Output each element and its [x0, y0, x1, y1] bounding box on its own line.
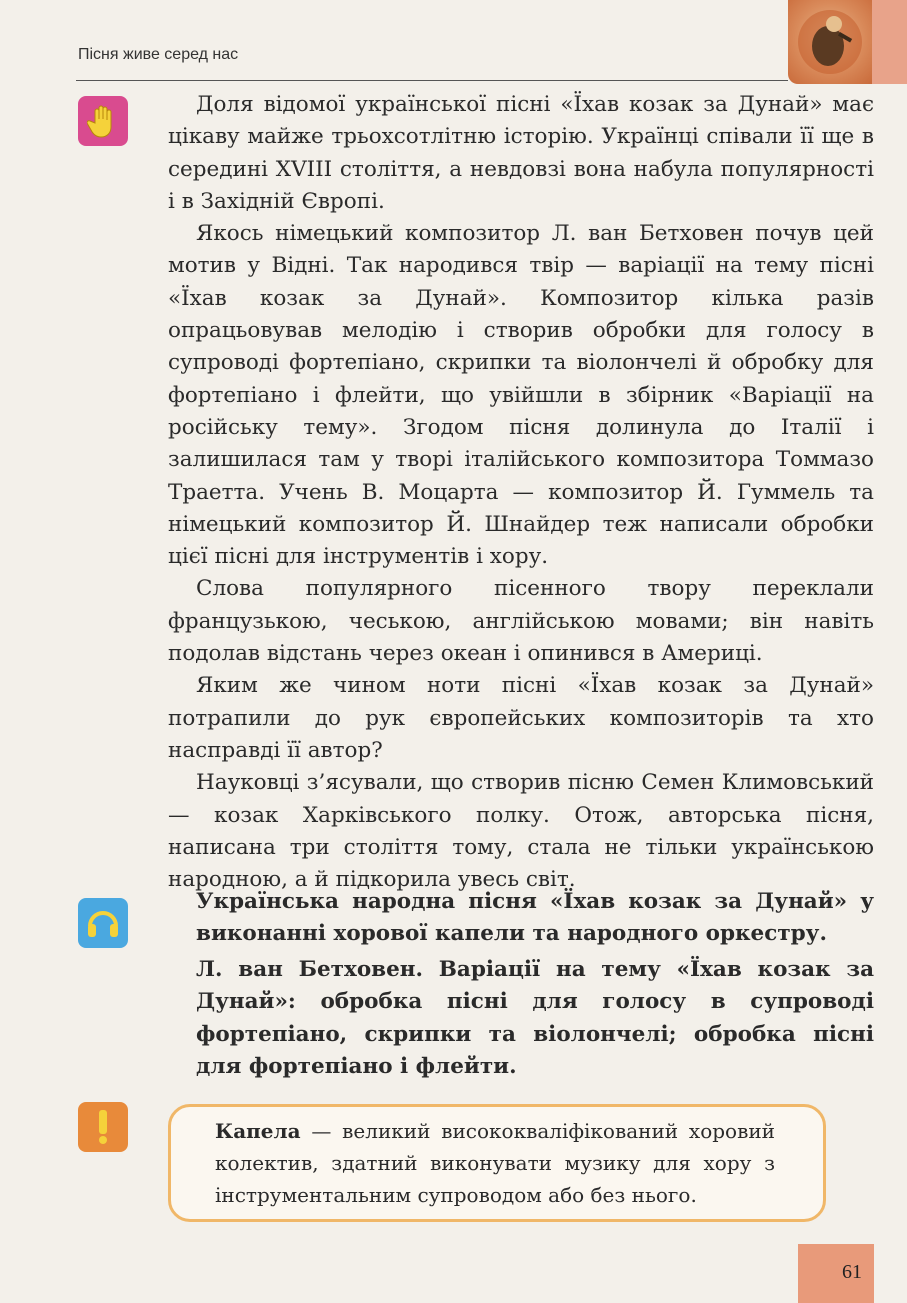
- definition-box: [168, 1104, 826, 1222]
- page-number-tab: [798, 1244, 874, 1303]
- header-divider: [76, 80, 788, 81]
- paragraph-4: Яким же чином ноти пісні «Їхав козак за Дунай» потрапили до рук європейських композиторів та хто насправді її автор?: [168, 673, 874, 763]
- definition-term: Капела: [215, 1119, 301, 1143]
- page-number: 61: [842, 1261, 862, 1283]
- running-header: Пісня живе серед нас: [78, 46, 239, 63]
- listening-item-1: Українська народна пісня «Їхав козак за Дунай» у виконанні хорової капели та народного оркестру.: [196, 889, 874, 947]
- paragraph-1: Доля відомої української пісні «Їхав козак за Дунай» має цікаву майже трьохсотлітню історію. Українці співали її ще в середині XVIII століття, а невдовзі вона набула популярності і в Західній Європі.: [168, 92, 874, 214]
- hand-icon: [78, 96, 128, 146]
- exclamation-icon: [78, 1102, 128, 1152]
- headphones-icon: [78, 898, 128, 948]
- definition-text: [215, 1115, 775, 1211]
- page-edge-accent: [872, 0, 907, 84]
- bandura-musician-icon: [794, 6, 866, 78]
- definition-body: — великий висококваліфікований хоровий колектив, здатний виконувати музику для хору з інструментальним супроводом або без нього.: [215, 1119, 775, 1207]
- main-text: [168, 89, 874, 896]
- decorative-emblem: [788, 0, 872, 84]
- paragraph-5: Науковці з’ясували, що створив пісню Семен Климовський — козак Харківського полку. Отож, авторська пісня, написана три століття тому, стала не тільки українською народною, а й підкорила увесь світ.: [168, 770, 874, 893]
- listening-item-2: Л. ван Бетховен. Варіації на тему «Їхав козак за Дунай»: обробка пісні для голосу в супроводі фортепіано, скрипки та віолончелі; обробка пісні для фортепіано і флейти.: [196, 957, 874, 1079]
- paragraph-3: Слова популярного пісенного твору переклали французькою, чеською, англійською мовами; він навіть подолав відстань через океан і опинився в Америці.: [168, 576, 874, 667]
- paragraph-2: Якось німецький композитор Л. ван Бетховен почув цей мотив у Відні. Так народився твір — варіації на тему пісні «Їхав козак за Дунай». Композитор кілька разів опрацьовував мелодію і створив обробки для голосу в супроводі фортепіано, скрипки та віолончелі й обробку для фортепіано і флейти, що увійшли в збірник «Варіації на російську тему». Згодом пісня долинула до Італії і залишилася там у творі італійського композитора Томмазо Траетта. Учень В. Моцарта — композитор Й. Гуммель та німецький композитор Й. Шнайдер теж написали обробки цієї пісні для інструментів і хору.: [168, 221, 874, 570]
